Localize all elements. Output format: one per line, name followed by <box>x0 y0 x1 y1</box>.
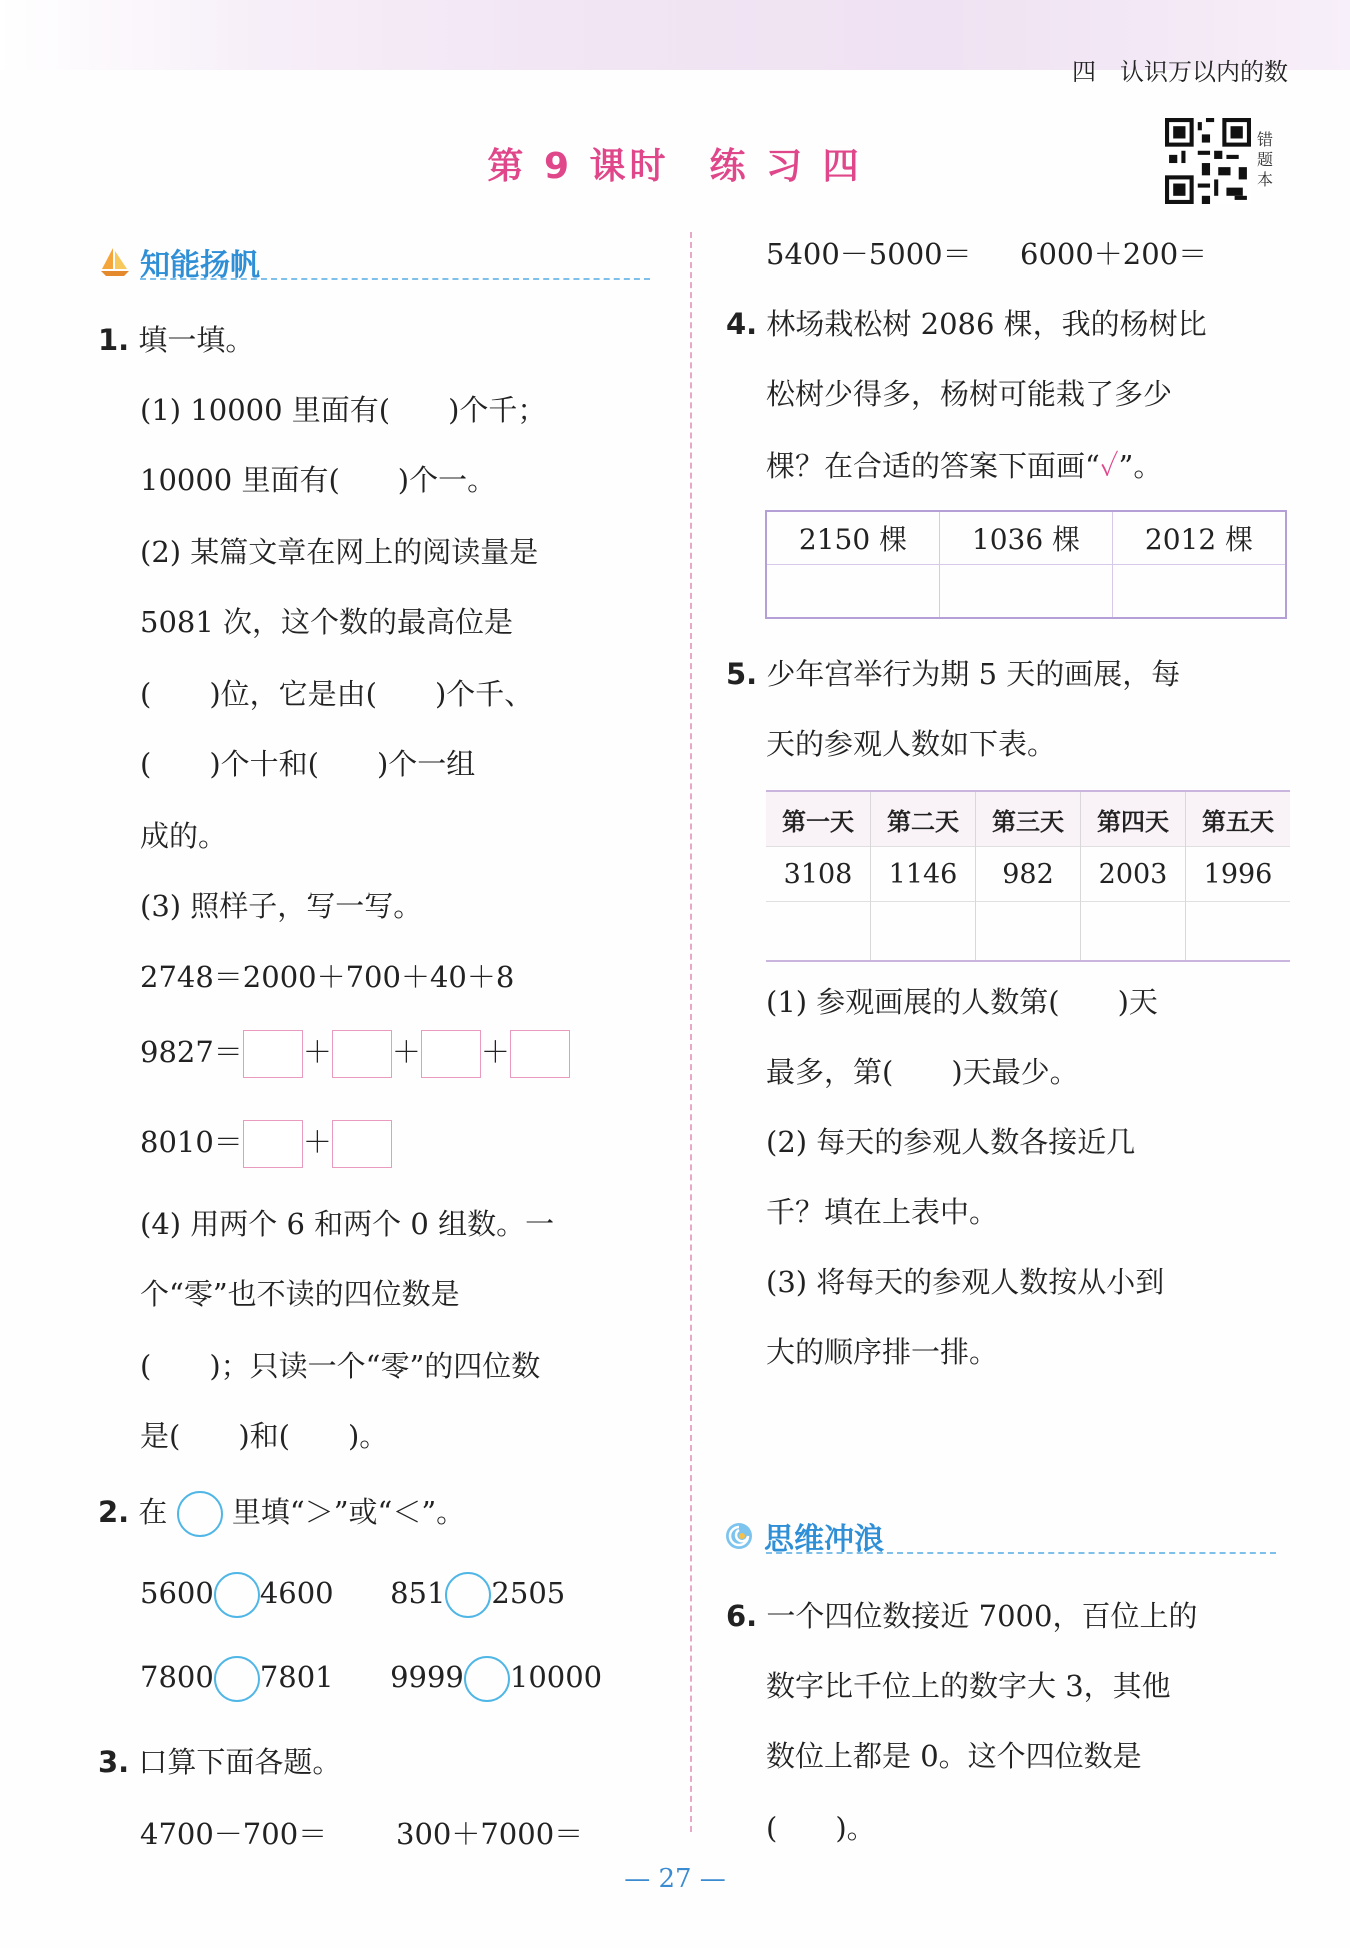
q1-part1-line2: 10000 里面有( )个一。 <box>140 463 497 497</box>
table-header: 第二天 <box>871 791 976 847</box>
table-header: 第四天 <box>1081 791 1186 847</box>
q5-sub3-line2: 大的顺序排一排。 <box>766 1335 999 1369</box>
qr-label: 错题本 <box>1256 130 1273 189</box>
q3-item-a: 4700－700＝ <box>140 1817 328 1851</box>
q5-line2: 天的参观人数如下表。 <box>766 727 1057 761</box>
q1-part4-line1: (4) 用两个 6 和两个 0 组数。一 <box>140 1207 555 1241</box>
compare-circle[interactable] <box>214 1572 260 1618</box>
q2-row1: 5600 4600 851 2505 <box>140 1572 565 1618</box>
compare-circle[interactable] <box>445 1572 491 1618</box>
q5-line1: 5. 少年宫举行为期 5 天的画展，每 <box>726 657 1181 691</box>
q4-answer-table <box>765 510 1287 619</box>
answer-box[interactable] <box>243 1120 303 1168</box>
table-cell: 982 <box>976 847 1081 902</box>
q1-example: 2748＝2000＋700＋40＋8 <box>140 960 515 994</box>
circle-icon <box>177 1491 223 1537</box>
q1-part2-line3: ( )位，它是由( )个千、 <box>140 677 534 711</box>
table-header: 第五天 <box>1186 791 1291 847</box>
q5-sub2-line1: (2) 每天的参观人数各接近几 <box>766 1125 1136 1159</box>
table-answer-cell[interactable] <box>871 902 976 962</box>
table-cell: 3108 <box>766 847 871 902</box>
q1-part2-line1: (2) 某篇文章在网上的阅读量是 <box>140 535 539 569</box>
q4-option: 2150 棵 <box>766 511 940 565</box>
check-mark-icon: ✓ <box>1099 449 1119 483</box>
section-title-2: 思维冲浪 <box>764 1522 884 1557</box>
q1-part3-title: (3) 照样子，写一写。 <box>140 889 423 923</box>
q1-part4-line2: 个“零”也不读的四位数是 <box>140 1277 460 1311</box>
q5-sub3-line1: (3) 将每天的参观人数按从小到 <box>766 1265 1165 1299</box>
q4-line3: 棵？在合适的答案下面画“✓”。 <box>766 449 1163 483</box>
table-answer-cell[interactable] <box>766 902 871 962</box>
q1-part2-line2: 5081 次，这个数的最高位是 <box>140 605 514 639</box>
answer-box[interactable] <box>243 1030 303 1078</box>
q4-option: 1036 棵 <box>940 511 1113 565</box>
table-cell: 1146 <box>871 847 976 902</box>
compare-circle[interactable] <box>464 1656 510 1702</box>
q1-expand-9827: 9827＝ ＋ ＋ ＋ <box>140 1030 570 1078</box>
q3-item-d: 6000＋200＝ <box>1020 237 1208 271</box>
q3-item-c: 5400－5000＝ <box>766 237 972 271</box>
answer-box[interactable] <box>332 1120 392 1168</box>
q1-part2-line5: 成的。 <box>140 819 228 853</box>
q4-answer-cell[interactable] <box>766 565 940 619</box>
table-answer-cell[interactable] <box>976 902 1081 962</box>
qr-code-icon[interactable] <box>1165 118 1251 204</box>
answer-box[interactable] <box>510 1030 570 1078</box>
q1-part1-line1: (1) 10000 里面有( )个千； <box>140 393 547 427</box>
table-header: 第三天 <box>976 791 1081 847</box>
q4-line2: 松树少得多，杨树可能栽了多少 <box>766 377 1173 411</box>
compare-circle[interactable] <box>214 1656 260 1702</box>
answer-box[interactable] <box>332 1030 392 1078</box>
q1-part2-line4: ( )个十和( )个一组 <box>140 747 476 781</box>
q1-title: 1. 填一填。 <box>98 323 255 357</box>
table-cell: 1996 <box>1186 847 1291 902</box>
table-answer-cell[interactable] <box>1186 902 1291 962</box>
q5-sub1-line2: 最多，第( )天最少。 <box>766 1055 1079 1089</box>
swirl-icon <box>722 1519 756 1553</box>
q4-answer-cell[interactable] <box>940 565 1113 619</box>
q2-row2: 7800 7801 9999 10000 <box>140 1656 602 1702</box>
page-title: 第 9 课时 练 习 四 <box>487 146 863 187</box>
q4-option: 2012 棵 <box>1113 511 1287 565</box>
q5-sub2-line2: 千？填在上表中。 <box>766 1195 999 1229</box>
section-underline-2 <box>766 1552 1276 1554</box>
table-header: 第一天 <box>766 791 871 847</box>
q1-part4-line4: 是( )和( )。 <box>140 1419 389 1453</box>
section-title-1: 知能扬帆 <box>140 248 260 283</box>
table-cell: 2003 <box>1081 847 1186 902</box>
q1-part4-line3: ( )；只读一个“零”的四位数 <box>140 1349 541 1383</box>
q6-line4: ( )。 <box>766 1811 876 1845</box>
q6-line3: 数位上都是 0。这个四位数是 <box>766 1739 1142 1773</box>
q5-sub1-line1: (1) 参观画展的人数第( )天 <box>766 985 1158 1019</box>
q2-title: 2. 在 里填“＞”或“＜”。 <box>98 1490 465 1537</box>
q3-item-b: 300＋7000＝ <box>396 1817 584 1851</box>
q6-line2: 数字比千位上的数字大 3，其他 <box>766 1669 1171 1703</box>
page-number: — 27 — <box>624 1864 726 1894</box>
answer-box[interactable] <box>421 1030 481 1078</box>
column-divider <box>690 232 692 1832</box>
q3-title: 3. 口算下面各题。 <box>98 1745 342 1779</box>
chapter-heading: 四 认识万以内的数 <box>1072 58 1288 86</box>
q6-line1: 6. 一个四位数接近 7000，百位上的 <box>726 1599 1198 1633</box>
table-answer-cell[interactable] <box>1081 902 1186 962</box>
q4-answer-cell[interactable] <box>1113 565 1287 619</box>
section-underline-1 <box>140 278 650 280</box>
q1-expand-8010: 8010＝ ＋ <box>140 1120 392 1168</box>
sailboat-icon <box>98 245 132 279</box>
q4-line1: 4. 林场栽松树 2086 棵，我的杨树比 <box>726 307 1207 341</box>
q5-visitor-table <box>766 790 1290 962</box>
